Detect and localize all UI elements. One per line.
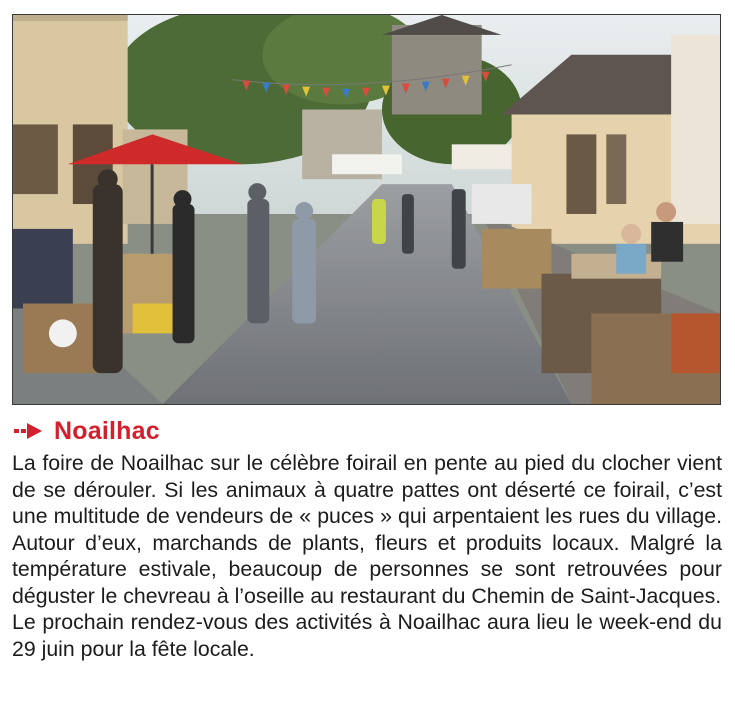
article-title: Noailhac (54, 416, 160, 445)
article-paragraph: La foire de Noailhac sur le célèbre foirail en pente au pied du clocher vient de se dérouler. Si les animaux à quatre pattes ont déserté ce foirail, c’est une multitude de vendeurs de « puces » qui arpentaient les rues du village. Autour d’eux, marchands de plants, fleurs et produits locaux. Malgré la température estivale, beaucoup de personnes se sont retrouvées pour déguster le chevreau à l’oseille au restaurant du Chemin de Saint-Jacques. (12, 451, 722, 608)
article-heading (14, 414, 160, 448)
article-paragraph: Le prochain rendez-vous des activités à Noailhac aura lieu le week-end du 29 juin pour la fête locale. (12, 610, 722, 661)
article-body (12, 450, 722, 662)
arrow-right-icon (14, 421, 44, 441)
article-photo (12, 14, 721, 405)
market-street-photo (13, 15, 720, 404)
